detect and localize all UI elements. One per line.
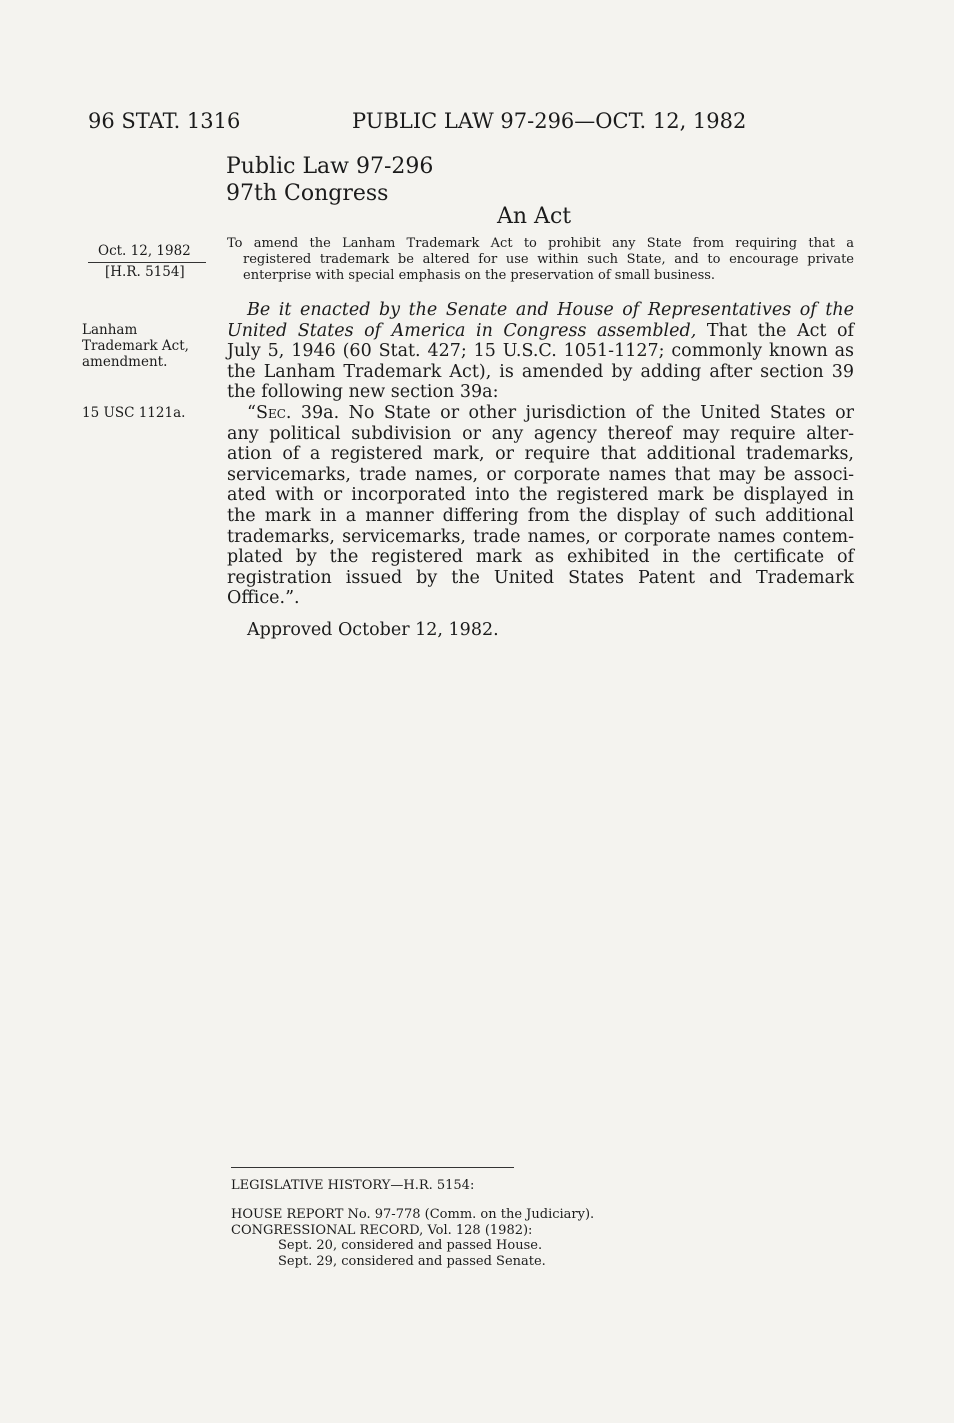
approval-date: Approved October 12, 1982. (247, 620, 499, 640)
section-39a-text: “Sec. 39a. No State or other jurisdiction of the United States or any political subdivision or any agency thereof may require alter- ation of a registered mark, or require that additional trademarks, servicemarks, trade names, or corporate names that may be associ- ated with or incorporated into the registered mark be displayed in the mark in a manner differing from the display of such additional trademarks, servicemarks, trade names, or corporate names contem- plated by the registered mark as exhibited in the certificate of registration issued by the United States Patent and Trademark Office.”. (227, 403, 854, 609)
act-heading: An Act (497, 204, 572, 229)
legislative-history-body: HOUSE REPORT No. 97-778 (Comm. on the Judiciary). CONGRESSIONAL RECORD, Vol. 128 (1982): Sept. 20, considered and passed House. Sept. 29, considered and passed Senate. (231, 1207, 595, 1269)
purpose-statement: To amend the Lanham Trademark Act to prohibit any State from requiring that a registered trademark be altered for use within such State, and to encourage private enterprise with special emphasis on the preservation of small business. (227, 236, 854, 283)
margin-bill-number: [H.R. 5154] (105, 264, 185, 280)
law-number: Public Law 97-296 (226, 154, 434, 179)
legislative-history-rule (231, 1167, 514, 1168)
margin-usc-citation: 15 USC 1121a. (82, 405, 186, 421)
section-label: Sec. (255, 403, 292, 423)
legislative-history-heading: LEGISLATIVE HISTORY—H.R. 5154: (231, 1178, 475, 1193)
running-header-title: PUBLIC LAW 97-296—OCT. 12, 1982 (352, 109, 747, 133)
enacting-clause: Be it enacted by the Senate and House of Representatives of the United States of America in Congress assembled, That the Act of July 5, 1946 (60 Stat. 427; 15 U.S.C. 1051-1127; commonly known as the Lanham Trademark Act), is amended by adding after section 39 the following new section 39a: (227, 300, 854, 403)
margin-date: Oct. 12, 1982 (98, 243, 191, 259)
congress-number: 97th Congress (226, 181, 389, 206)
margin-divider (88, 262, 206, 263)
margin-subject-note: Lanham Trademark Act, amendment. (82, 322, 189, 370)
page-stat-citation: 96 STAT. 1316 (88, 109, 241, 133)
